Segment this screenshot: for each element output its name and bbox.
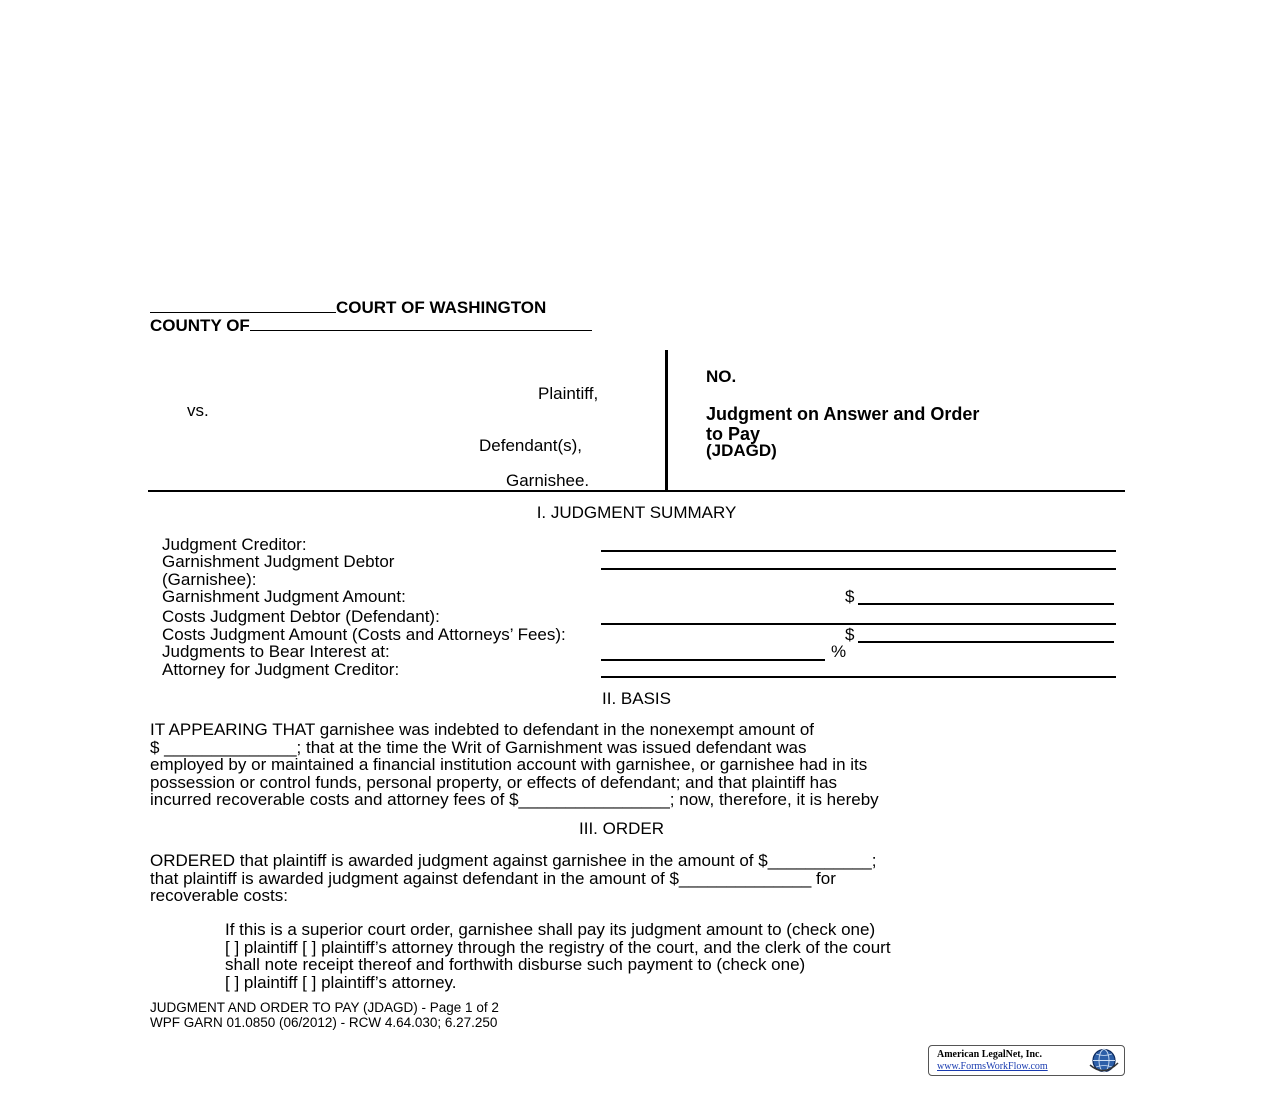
- summary-label-costs-debtor: Costs Judgment Debtor (Defendant):: [162, 607, 440, 626]
- payment-line: [ ] plaintiff [ ] plaintiff’s attorney through the registry of the court, and the clerk of the court: [225, 937, 891, 957]
- interest-blank[interactable]: [601, 659, 825, 661]
- basis-line: $ ______________; that at the time the Writ of Garnishment was issued defendant was: [150, 737, 807, 757]
- interest-percent-sign: %: [831, 642, 847, 661]
- document-title-line1: Judgment on Answer and Order: [706, 404, 980, 424]
- basis-line: possession or control funds, personal property, or effects of defendant; and that plaintiff has: [150, 772, 838, 792]
- defendant-label: Defendant(s),: [479, 436, 582, 455]
- basis-line: incurred recoverable costs and attorney fees of $________________; now, therefore, it is hereby: [150, 790, 879, 809]
- county-label: COUNTY OF: [150, 316, 250, 335]
- case-number-label: NO.: [706, 367, 737, 386]
- garnishment-debtor-blank[interactable]: [601, 568, 1116, 570]
- globe-icon: [1087, 1047, 1121, 1074]
- section2-heading: II. BASIS: [602, 689, 671, 708]
- plaintiff-label: Plaintiff,: [538, 384, 599, 403]
- footer-form-reference: WPF GARN 01.0850 (06/2012) - RCW 4.64.030; 6.27.250: [150, 1015, 498, 1030]
- payment-line: If this is a superior court order, garnishee shall pay its judgment amount to (check one): [225, 920, 876, 939]
- court-label: COURT OF WASHINGTON: [336, 298, 547, 317]
- vs-label: vs.: [187, 401, 209, 420]
- costs-dollar-sign: $: [845, 625, 855, 644]
- summary-label-garnishment-debtor: Garnishment Judgment Debtor: [162, 552, 395, 571]
- summary-label-garnishee: (Garnishee):: [162, 570, 257, 589]
- court-blank[interactable]: [150, 297, 336, 313]
- form-code: (JDAGD): [706, 441, 777, 460]
- costs-debtor-blank[interactable]: [601, 623, 1116, 625]
- county-line: [150, 315, 592, 335]
- document-title-line2: to Pay: [706, 424, 761, 444]
- garnishee-label: Garnishee.: [506, 471, 590, 490]
- creditor-blank[interactable]: [601, 550, 1116, 552]
- basis-line: IT APPEARING THAT garnishee was indebted to defendant in the nonexempt amount of: [150, 720, 815, 739]
- costs-amount-blank[interactable]: [858, 641, 1114, 643]
- court-name-line: [150, 297, 546, 317]
- vendor-logo[interactable]: [928, 1045, 1125, 1076]
- payment-line: shall note receipt thereof and forthwith disburse such payment to (check one): [225, 955, 806, 974]
- payment-instructions: [225, 921, 891, 991]
- attorney-blank[interactable]: [601, 676, 1116, 678]
- section1-heading: I. JUDGMENT SUMMARY: [536, 503, 737, 522]
- summary-label-attorney: Attorney for Judgment Creditor:: [162, 660, 400, 679]
- basis-line: employed by or maintained a financial institution account with garnishee, or garnishee had in its: [150, 755, 868, 774]
- summary-label-interest: Judgments to Bear Interest at:: [162, 642, 390, 661]
- section3-heading: III. ORDER: [579, 819, 665, 838]
- document-title: [706, 404, 979, 444]
- order-line: ORDERED that plaintiff is awarded judgment against garnishee in the amount of $___________;: [150, 851, 877, 870]
- caption-divider: [665, 350, 668, 491]
- caption-bottom-rule: [148, 490, 1125, 492]
- order-line: recoverable costs:: [150, 886, 288, 905]
- garnishment-amount-blank[interactable]: [858, 603, 1114, 605]
- vendor-name: American LegalNet, Inc.: [937, 1049, 1042, 1060]
- summary-label-garnishment-amount: Garnishment Judgment Amount:: [162, 587, 406, 606]
- summary-label-costs-amount: Costs Judgment Amount (Costs and Attorneys’ Fees):: [162, 625, 566, 644]
- summary-label-creditor: Judgment Creditor:: [162, 535, 307, 554]
- garnishment-dollar-sign: $: [845, 587, 855, 606]
- order-line: that plaintiff is awarded judgment against defendant in the amount of $______________ for: [150, 868, 836, 888]
- vendor-url[interactable]: www.FormsWorkFlow.com: [937, 1061, 1048, 1072]
- footer-form-title: JUDGMENT AND ORDER TO PAY (JDAGD) - Page 1 of 2: [150, 1000, 499, 1015]
- order-paragraph: [150, 852, 876, 905]
- payment-line: [ ] plaintiff [ ] plaintiff’s attorney.: [225, 972, 457, 992]
- basis-paragraph: [150, 721, 879, 809]
- county-blank[interactable]: [250, 315, 592, 331]
